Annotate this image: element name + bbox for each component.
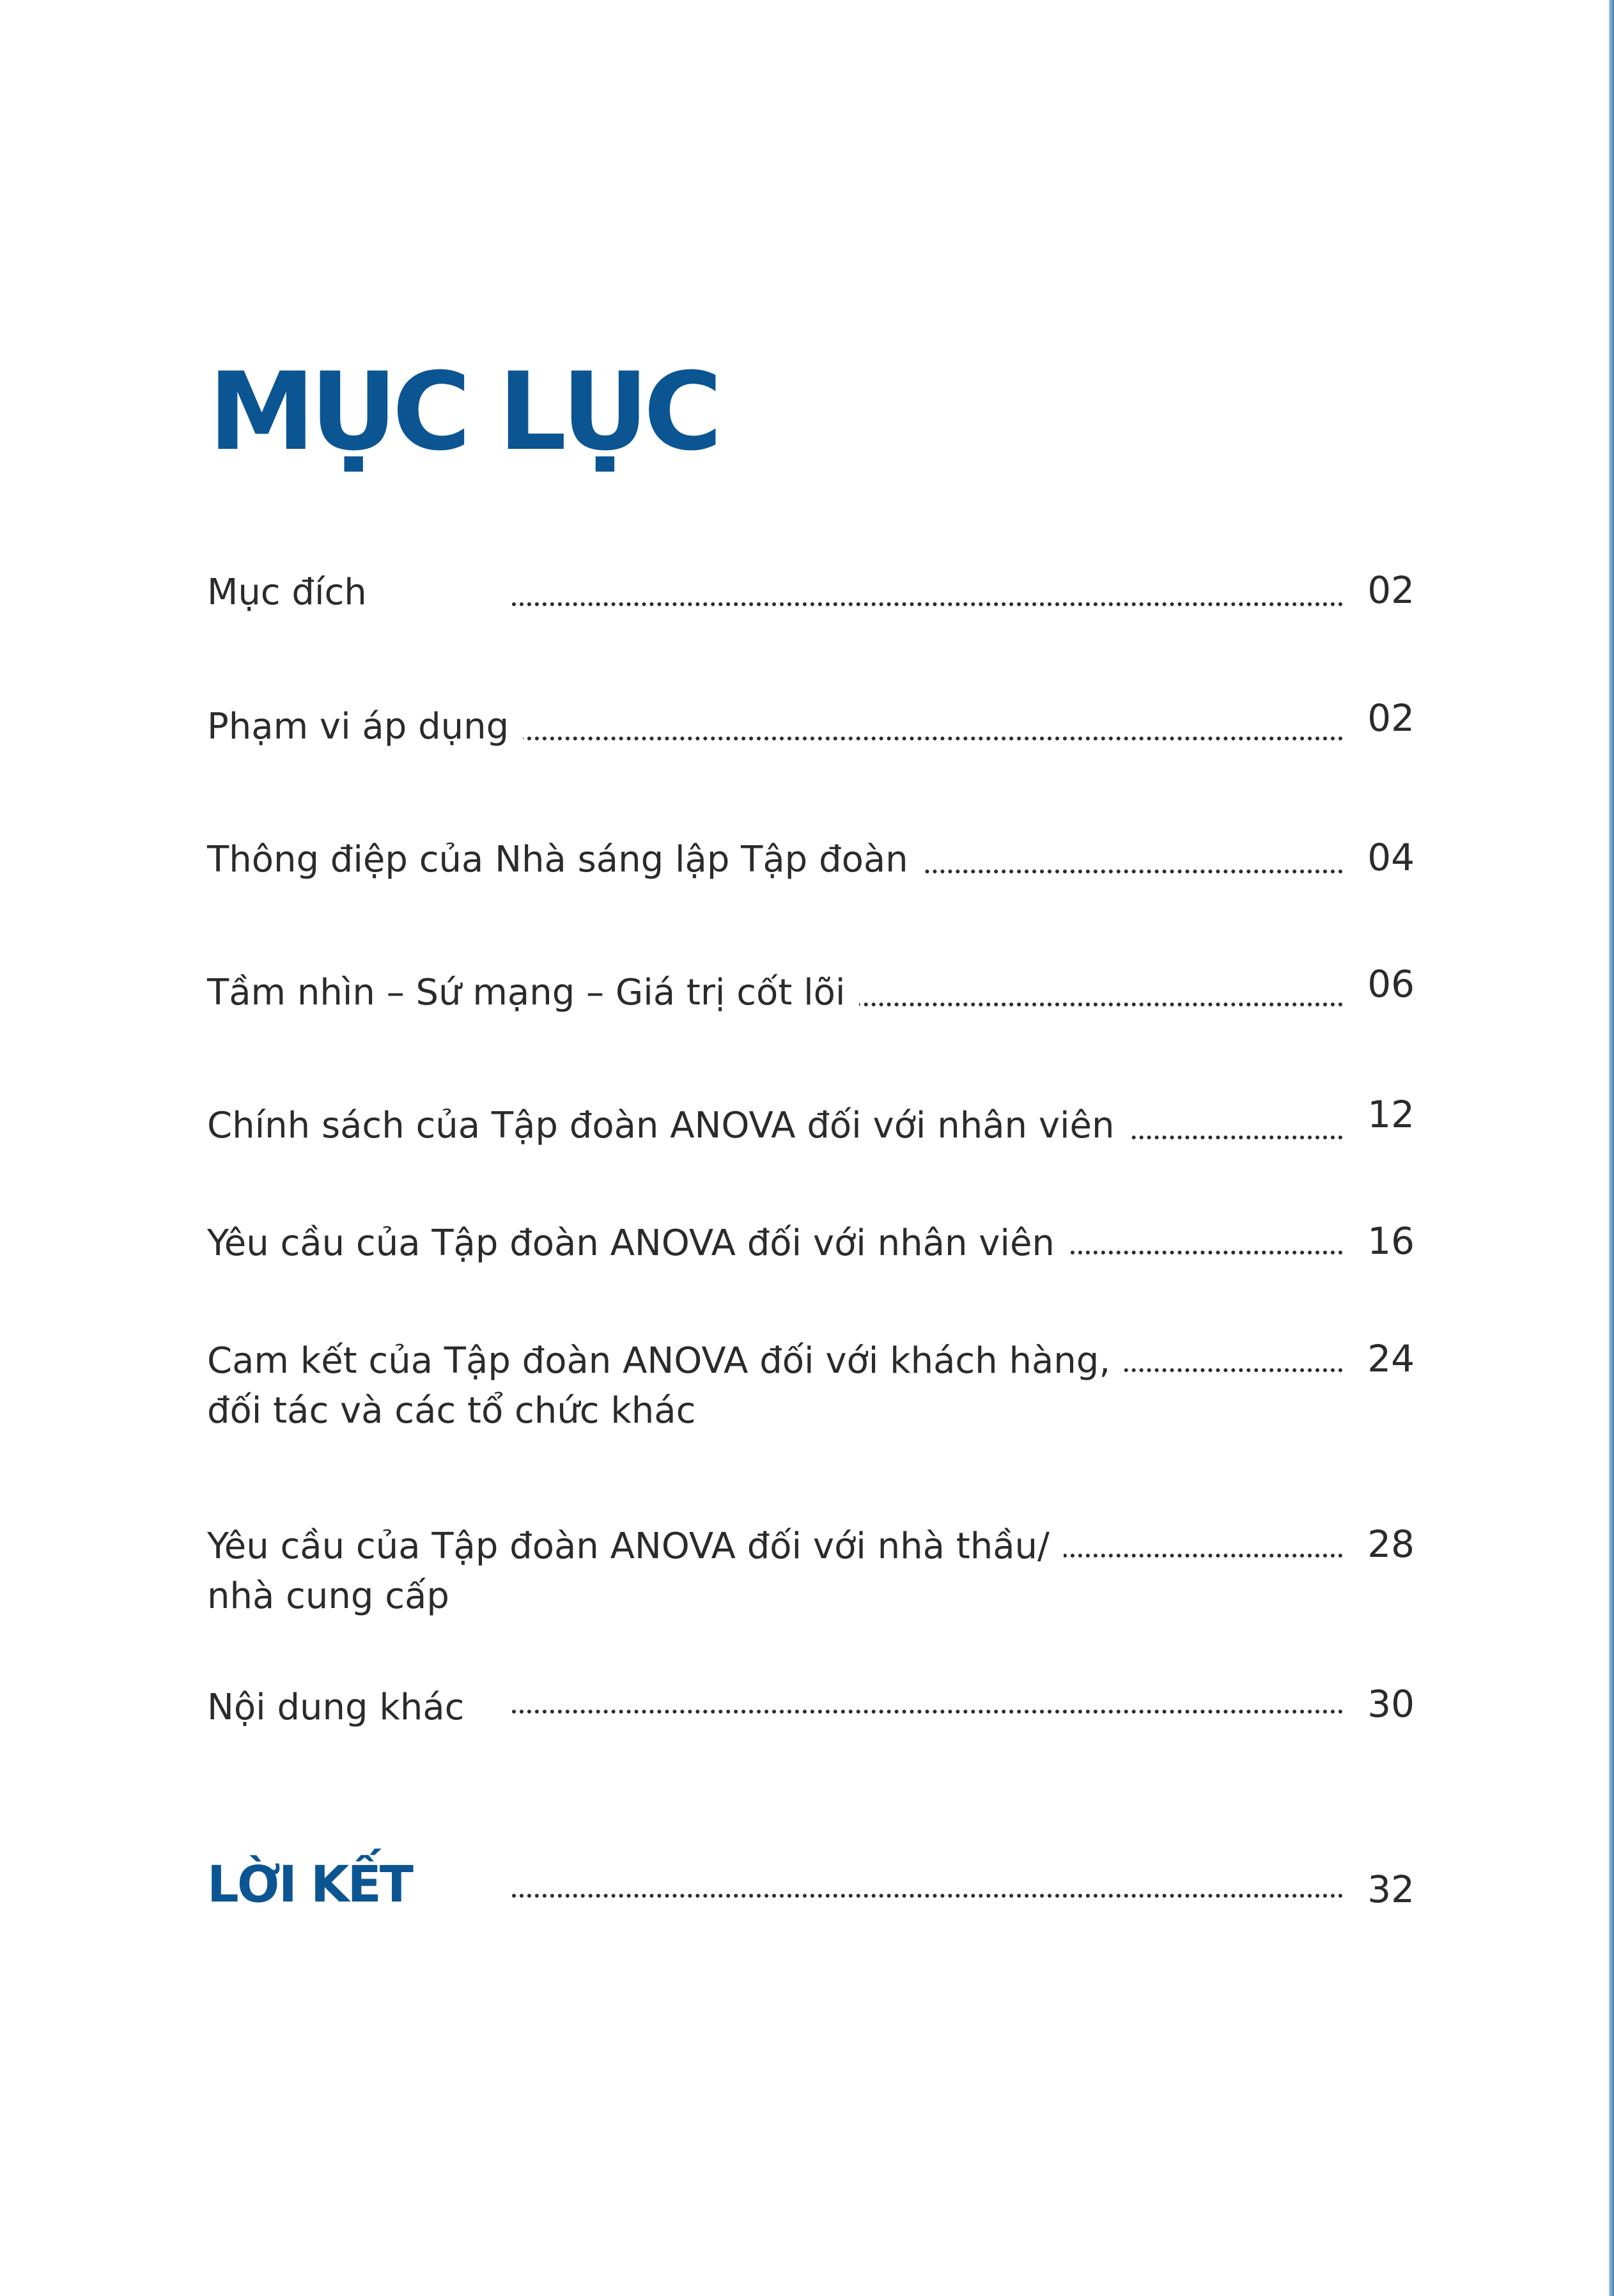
toc-entry[interactable] xyxy=(207,962,1415,1032)
entry-label xyxy=(207,1522,1064,1621)
entry-label-line: Tầm nhìn – Sứ mạng – Giá trị cốt lõi xyxy=(207,972,846,1013)
entry-page-number: 24 xyxy=(1367,1337,1415,1380)
entry-label-line: Chính sách của Tập đoàn ANOVA đối với nhân viên xyxy=(207,1105,1115,1146)
dot-leader xyxy=(512,602,1343,606)
page-title: MỤC LỤC xyxy=(208,349,718,474)
toc-entry[interactable] xyxy=(207,696,1415,766)
toc-entry[interactable] xyxy=(207,1219,1415,1283)
entry-label xyxy=(207,1101,1129,1151)
toc-entry[interactable] xyxy=(207,1093,1415,1165)
entry-page-number: 02 xyxy=(1367,568,1415,612)
dot-leader xyxy=(512,1894,1343,1898)
closing-label: LỜI KẾT xyxy=(207,1854,418,1916)
toc-closing-entry[interactable] xyxy=(207,1854,1415,1925)
dot-leader xyxy=(512,737,1343,740)
entry-label xyxy=(207,1683,478,1733)
entry-label xyxy=(207,1219,1069,1269)
entry-label-line: Cam kết của Tập đoàn ANOVA đối với khách hàng, xyxy=(207,1340,1111,1382)
entry-page-number: 16 xyxy=(1367,1219,1415,1263)
entry-label-line: Phạm vi áp dụng xyxy=(207,706,509,747)
toc-entry[interactable] xyxy=(207,568,1415,632)
toc-entry[interactable] xyxy=(207,835,1415,899)
entry-label xyxy=(207,968,859,1018)
entry-page-number: 04 xyxy=(1367,836,1415,879)
entry-label-line: Mục đích xyxy=(207,572,367,613)
entry-label xyxy=(207,1336,1124,1436)
toc-entry[interactable] xyxy=(207,1522,1415,1637)
entry-page-number: 12 xyxy=(1367,1093,1415,1136)
entry-label xyxy=(207,568,381,618)
entry-label xyxy=(207,702,523,752)
closing-page-number: 32 xyxy=(1367,1868,1415,1911)
toc-entry[interactable] xyxy=(207,1683,1415,1747)
entry-label xyxy=(207,835,922,885)
entry-label-line: Thông điệp của Nhà sáng lập Tập đoàn xyxy=(207,839,908,880)
entry-page-number: 02 xyxy=(1367,696,1415,740)
entry-label-line: Yêu cầu của Tập đoàn ANOVA đối với nhà thầu/ xyxy=(207,1526,1050,1567)
entry-label-line: Yêu cầu của Tập đoàn ANOVA đối với nhân viên xyxy=(207,1222,1055,1264)
entry-page-number: 30 xyxy=(1367,1682,1415,1726)
dot-leader xyxy=(512,1710,1343,1714)
entry-page-number: 28 xyxy=(1367,1522,1415,1566)
entry-page-number: 06 xyxy=(1367,962,1415,1006)
entry-label-line: đối tác và các tổ chức khác xyxy=(207,1390,696,1432)
entry-label-line: Nội dung khác xyxy=(207,1687,465,1728)
page-edge-stripe xyxy=(1609,0,1614,2296)
toc-entry[interactable] xyxy=(207,1336,1415,1451)
entry-label-line: nhà cung cấp xyxy=(207,1575,449,1617)
